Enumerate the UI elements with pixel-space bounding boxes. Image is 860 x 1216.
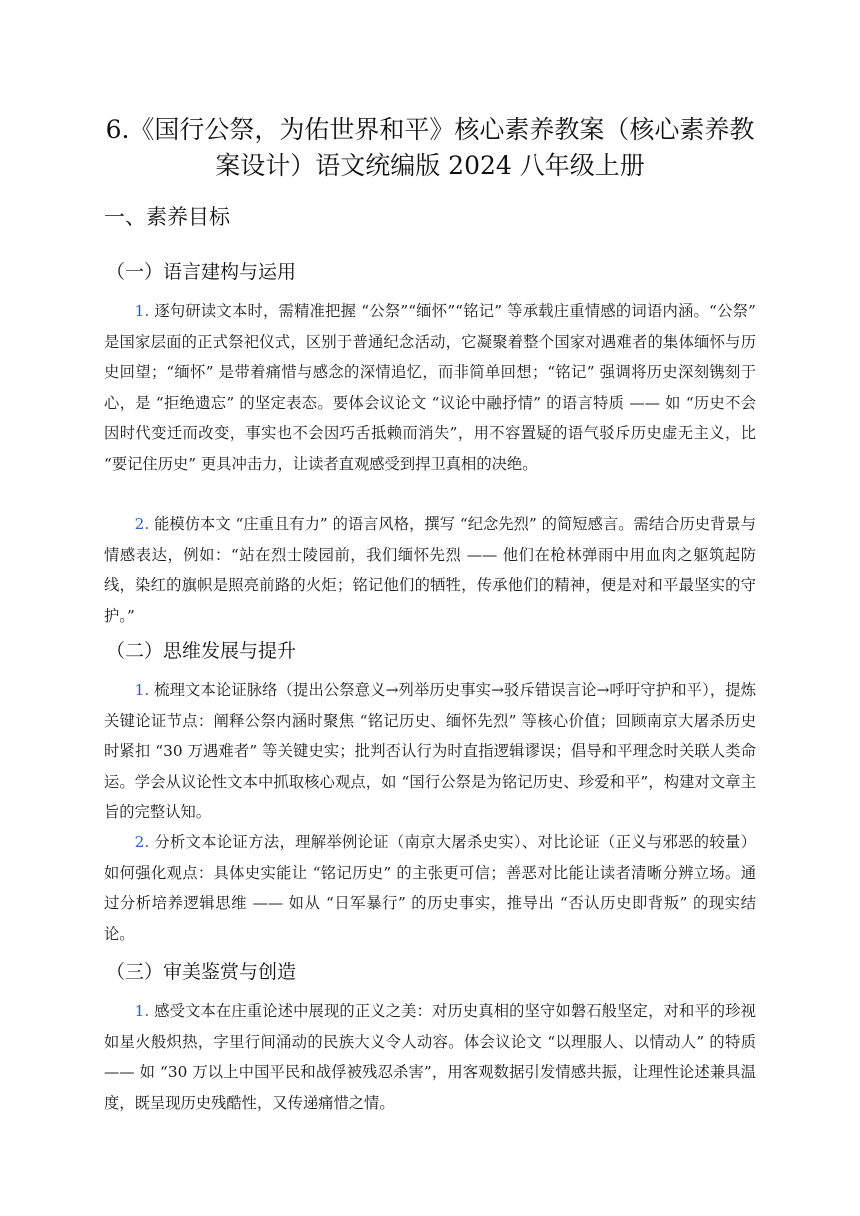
item-number: 1. <box>134 302 150 320</box>
item-text: 逐句研读文本时，需精准把握 “公祭”“缅怀”“铭记” 等承载庄重情感的词语内涵。“公祭” 是国家层面的正式祭祀仪式，区别于普通纪念活动，它凝聚着整个国家对遇难者的集体缅怀与历史回望；“缅怀” 是带着痛惜与感念的深情追忆，而非简单回想；“铭记” 强调将历史深刻镌刻于心，是 “拒绝遗忘” 的坚定表态。要体会议论文 “议论中融抒情” 的语言特质 —— 如 “历史不会因时代变迁而改变，事实也不会因巧舌抵赖而消失”，用不容置疑的语气驳斥历史虚无主义，比 “要记住历史” 更具冲击力，让读者直观感受到捍卫真相的决绝。 <box>104 302 756 473</box>
document-title: 6.《国行公祭，为佑世界和平》核心素养教案（核心素养教案设计）语文统编版 2024 八年级上册 <box>105 115 755 180</box>
item-text: 分析文本论证方法，理解举例论证（南京大屠杀史实）、对比论证（正义与邪恶的较量）如何强化观点：具体史实能让 “铭记历史” 的主张更可信；善恶对比能让读者清晰分辨立场。通过分析培养逻辑思维 —— 如从 “日军暴行” 的历史事实，推导出 “否认历史即背叛” 的现实结论。 <box>104 833 756 943</box>
paragraph-thinking-1 <box>104 675 756 828</box>
paragraph-language-1 <box>104 296 756 479</box>
subsection-heading-thinking: （二）思维发展与提升 <box>106 640 297 662</box>
item-number: 2. <box>134 833 150 851</box>
item-number: 1. <box>134 681 150 699</box>
subsection-heading-aesthetics: （三）审美鉴赏与创造 <box>106 961 297 983</box>
paragraph-aesthetics-1 <box>104 996 756 1118</box>
section-heading-goals: 一、素养目标 <box>104 205 230 229</box>
item-text: 感受文本在庄重论述中展现的正义之美：对历史真相的坚守如磐石般坚定，对和平的珍视如星火般炽热，字里行间涌动的民族大义令人动容。体会议论文 “以理服人、以情动人” 的特质 —— 如 “30 万以上中国平民和战俘被残忍杀害”，用客观数据引发情感共振，让理性论述兼具温度，既呈现历史残酷性，又传递痛惜之情。 <box>104 1002 756 1112</box>
paragraph-language-2 <box>104 509 756 631</box>
paragraph-thinking-2 <box>104 827 756 949</box>
item-number: 2. <box>134 515 150 533</box>
item-text: 梳理文本论证脉络（提出公祭意义→列举历史事实→驳斥错误言论→呼吁守护和平），提炼关键论证节点：阐释公祭内涵时聚焦 “铭记历史、缅怀先烈” 等核心价值；回顾南京大屠杀历史时紧扣 “30 万遇难者” 等关键史实；批判否认行为时直指逻辑谬误；倡导和平理念时关联人类命运。学会从议论性文本中抓取核心观点，如 “国行公祭是为铭记历史、珍爱和平”，构建对文章主旨的完整认知。 <box>104 681 756 821</box>
item-number: 1. <box>134 1002 150 1020</box>
item-text: 能模仿本文 “庄重且有力” 的语言风格，撰写 “纪念先烈” 的简短感言。需结合历史背景与情感表达，例如：“站在烈士陵园前，我们缅怀先烈 —— 他们在枪林弹雨中用血肉之躯筑起防线，染红的旗帜是照亮前路的火炬；铭记他们的牺牲，传承他们的精神，便是对和平最坚实的守护。” <box>104 515 756 625</box>
subsection-heading-language: （一）语言建构与运用 <box>106 261 297 283</box>
